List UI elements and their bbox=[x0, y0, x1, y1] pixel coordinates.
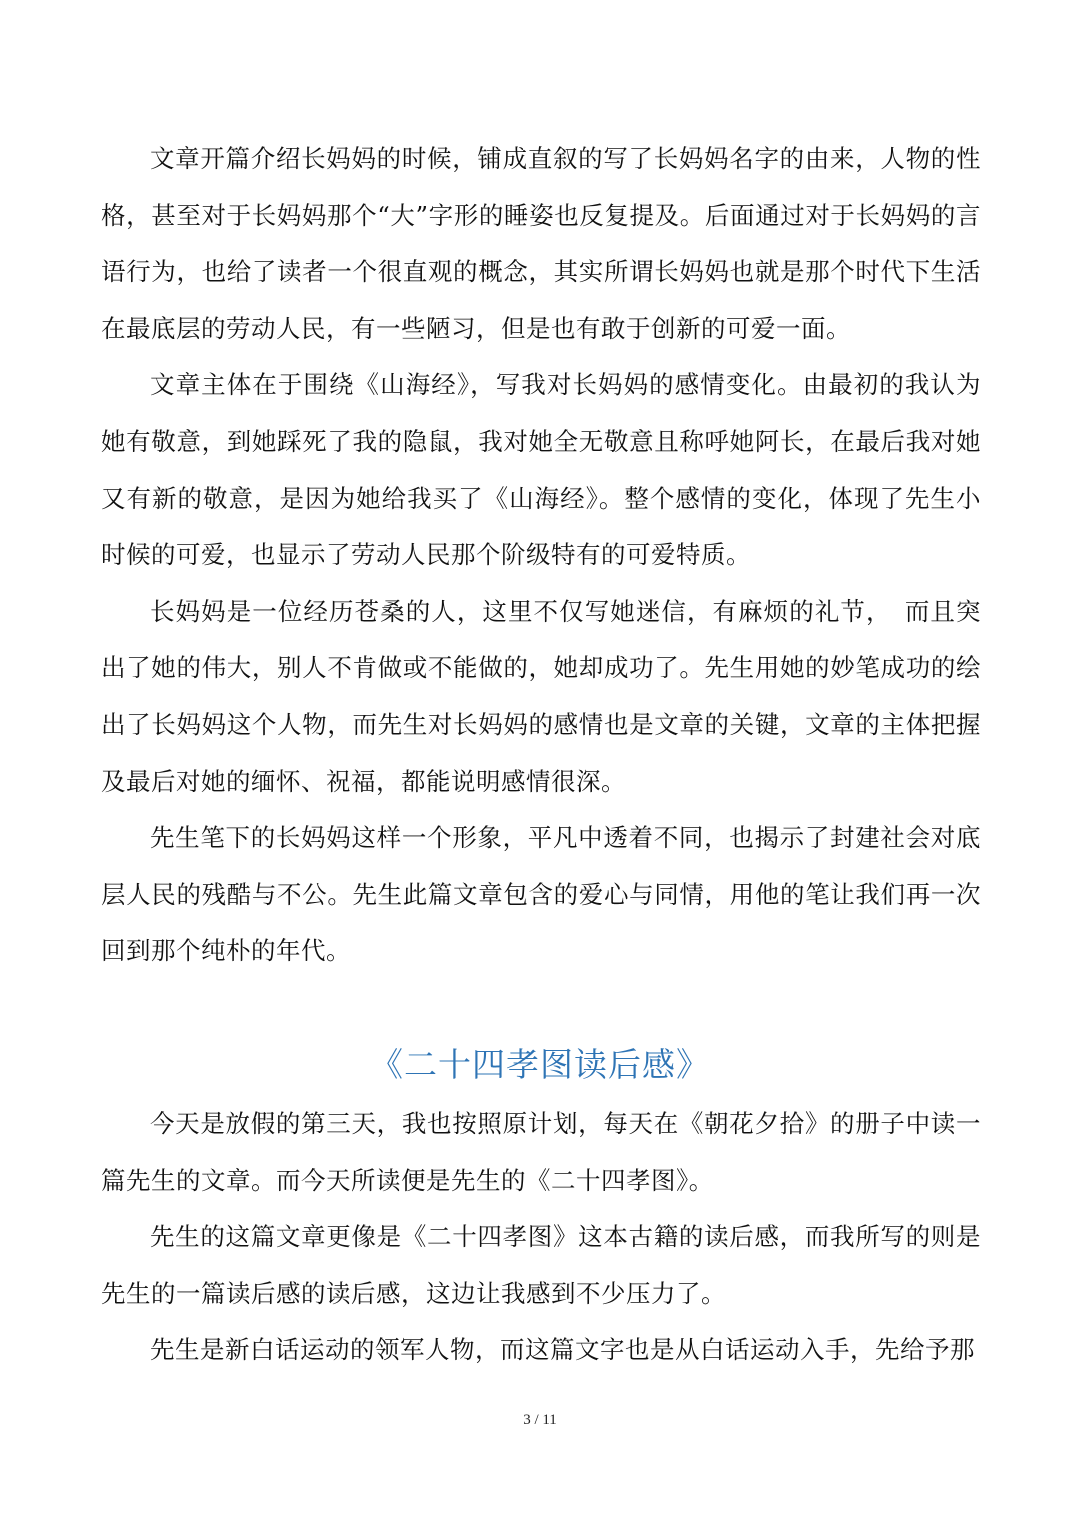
section-title: 《二十四孝图读后感》 bbox=[370, 1045, 710, 1084]
section-1-body bbox=[101, 131, 981, 980]
paragraph: 长妈妈是一位经历苍桑的人，这里不仅写她迷信，有麻烦的礼节， 而且突出了她的伟大，别人不肯做或不能做的，她却成功了。先生用她的妙笔成功的绘出了长妈妈这个人物，而先生对长妈妈的感情也是文章的关键，文章的主体把握及最后对她的缅怀、祝福，都能说明感情很深。 bbox=[101, 596, 981, 796]
paragraph: 文章主体在于围绕《山海经》，写我对长妈妈的感情变化。由最初的我认为她有敬意，到她踩死了我的隐鼠，我对她全无敬意且称呼她阿长，在最后我对她又有新的敬意，是因为她给我买了《山海经》。整个感情的变化，体现了先生小时候的可爱，也显示了劳动人民那个阶级特有的可爱特质。 bbox=[101, 370, 981, 570]
section-2-body bbox=[101, 1096, 981, 1379]
paragraph: 先生是新白话运动的领军人物，而这篇文字也是从白话运动入手，先给予那 bbox=[150, 1335, 975, 1365]
paragraph: 先生的这篇文章更像是《二十四孝图》这本古籍的读后感，而我所写的则是先生的一篇读后感的读后感，这边让我感到不少压力了。 bbox=[101, 1222, 981, 1308]
paragraph: 今天是放假的第三天，我也按照原计划，每天在《朝花夕拾》的册子中读一篇先生的文章。而今天所读便是先生的《二十四孝图》。 bbox=[101, 1109, 981, 1195]
page-number: 3 / 11 bbox=[523, 1412, 557, 1428]
paragraph: 文章开篇介绍长妈妈的时候，铺成直叙的写了长妈妈名字的由来，人物的性格，甚至对于长妈妈那个“大”字形的睡姿也反复提及。后面通过对于长妈妈的言语行为，也给了读者一个很直观的概念，其实所谓长妈妈也就是那个时代下生活在最底层的劳动人民，有一些陋习，但是也有敢于创新的可爱一面。 bbox=[101, 144, 981, 343]
paragraph: 先生笔下的长妈妈这样一个形象，平凡中透着不同，也揭示了封建社会对底层人民的残酷与不公。先生此篇文章包含的爱心与同情，用他的笔让我们再一次回到那个纯朴的年代。 bbox=[101, 823, 981, 966]
